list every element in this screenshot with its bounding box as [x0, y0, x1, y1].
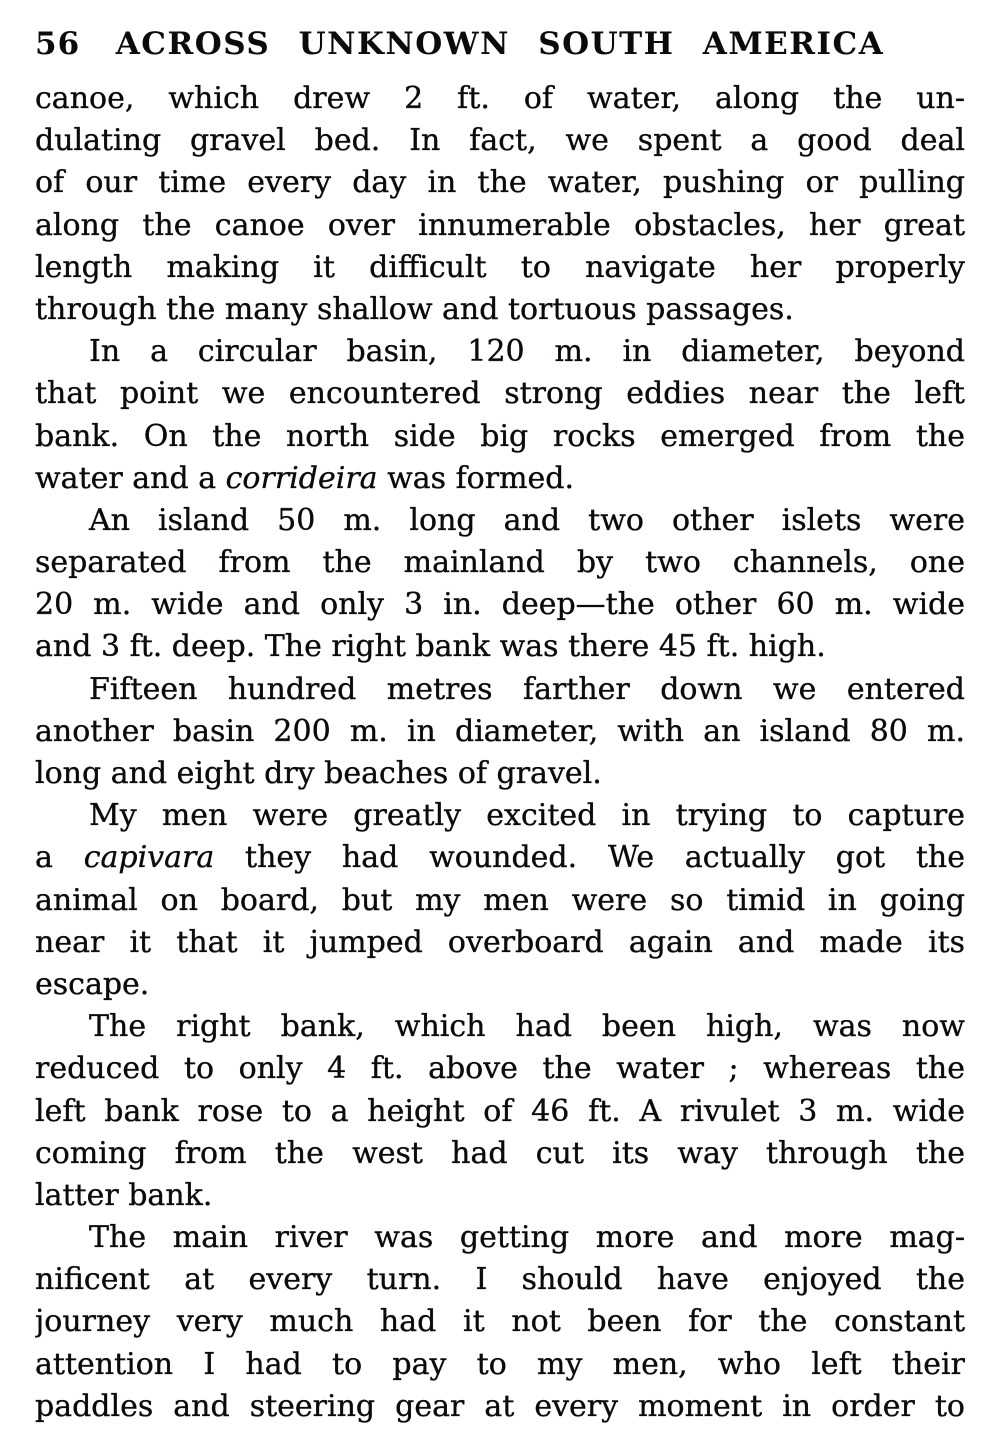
text-line	[35, 289, 965, 331]
text-segment: Fifteen hundred metres farther down we entered	[89, 671, 965, 707]
text-line	[35, 1344, 965, 1386]
text-segment: The right bank, which had been high, was now	[89, 1009, 965, 1045]
text-line	[35, 964, 965, 1006]
text-segment: coming from the west had cut its way through the	[35, 1135, 965, 1171]
text-line	[35, 626, 965, 668]
text-line	[35, 922, 965, 964]
text-line	[35, 880, 965, 922]
text-line	[35, 1301, 965, 1343]
text-line	[35, 416, 965, 458]
page-number: 56	[35, 26, 81, 62]
text-line	[35, 837, 965, 879]
text-segment: was formed.	[377, 460, 575, 496]
text-segment: An island 50 m. long and two other islets were	[89, 502, 965, 538]
text-segment: escape.	[35, 966, 150, 1002]
text-line	[35, 247, 965, 289]
text-segment: separated from the mainland by two channels, one	[35, 545, 965, 581]
text-segment: My men were greatly excited in trying to capture	[89, 798, 965, 834]
text-segment: another basin 200 m. in diameter, with an island 80 m.	[35, 713, 965, 749]
text-line	[35, 1386, 965, 1428]
text-segment: of our time every day in the water, pushing or pulling	[35, 165, 965, 201]
text-line	[35, 1217, 965, 1259]
text-line	[35, 1006, 965, 1048]
text-segment: latter bank.	[35, 1177, 213, 1213]
text-line	[35, 669, 965, 711]
text-line	[35, 120, 965, 162]
text-segment: length making it difficult to navigate her properly	[35, 249, 965, 285]
running-title: ACROSS UNKNOWN SOUTH AMERICA	[115, 26, 885, 62]
text-line	[35, 711, 965, 753]
paragraph	[35, 669, 965, 796]
paragraph	[35, 1217, 965, 1428]
text-segment: long and eight dry beaches of gravel.	[35, 756, 602, 791]
page-body	[35, 78, 965, 1428]
text-segment: left bank rose to a height of 46 ft. A rivulet 3 m. wide	[35, 1093, 965, 1129]
paragraph	[35, 795, 965, 1006]
text-line	[35, 1175, 965, 1217]
text-segment: reduced to only 4 ft. above the water ; whereas the	[35, 1051, 965, 1087]
text-segment: The main river was getting more and more mag-	[89, 1220, 965, 1256]
text-segment: nificent at every turn. I should have enjoyed the	[35, 1262, 965, 1298]
paragraph	[35, 1006, 965, 1217]
text-segment: In a circular basin, 120 m. in diameter, beyond	[89, 334, 965, 370]
text-line	[35, 1091, 965, 1133]
text-segment: canoe, which drew 2 ft. of water, along the un-	[35, 81, 965, 116]
text-segment: paddles and steering gear at every moment in order to	[35, 1388, 965, 1424]
text-line	[35, 584, 965, 626]
page-header	[35, 24, 965, 64]
text-line	[35, 1133, 965, 1175]
text-segment: dulating gravel bed. In fact, we spent a good deal	[35, 123, 965, 159]
text-segment: animal on board, but my men were so timid in going	[35, 882, 965, 918]
italic-text: capivara	[83, 840, 215, 876]
text-line	[35, 1048, 965, 1090]
text-segment: along the canoe over innumerable obstacles, her great	[35, 207, 965, 243]
text-segment: they had wounded. We actually got the	[214, 840, 965, 876]
text-line	[35, 542, 965, 584]
text-line	[35, 162, 965, 204]
text-segment: journey very much had it not been for the constant	[35, 1304, 965, 1340]
text-line	[35, 458, 965, 500]
text-line	[35, 1259, 965, 1301]
text-line	[35, 331, 965, 373]
text-segment: water and a	[35, 460, 226, 496]
text-segment: attention I had to pay to my men, who left their	[35, 1346, 965, 1382]
text-segment: that point we encountered strong eddies near the left	[35, 376, 965, 412]
text-segment: through the many shallow and tortuous passages.	[35, 291, 794, 327]
paragraph	[35, 331, 965, 500]
text-segment: a	[35, 840, 84, 876]
text-line	[35, 500, 965, 542]
text-segment: 20 m. wide and only 3 in. deep—the other 60 m. wide	[35, 587, 965, 623]
text-segment: near it that it jumped overboard again and made its	[35, 924, 965, 960]
text-line	[35, 205, 965, 247]
paragraph	[35, 78, 965, 331]
text-line	[35, 78, 965, 120]
text-segment: and 3 ft. deep. The right bank was there 45 ft. high.	[35, 629, 826, 665]
text-line	[35, 373, 965, 415]
text-line	[35, 753, 965, 795]
paragraph	[35, 500, 965, 669]
text-segment: bank. On the north side big rocks emerged from the	[35, 418, 965, 454]
text-line	[35, 795, 965, 837]
italic-text: corrideira	[225, 460, 378, 496]
